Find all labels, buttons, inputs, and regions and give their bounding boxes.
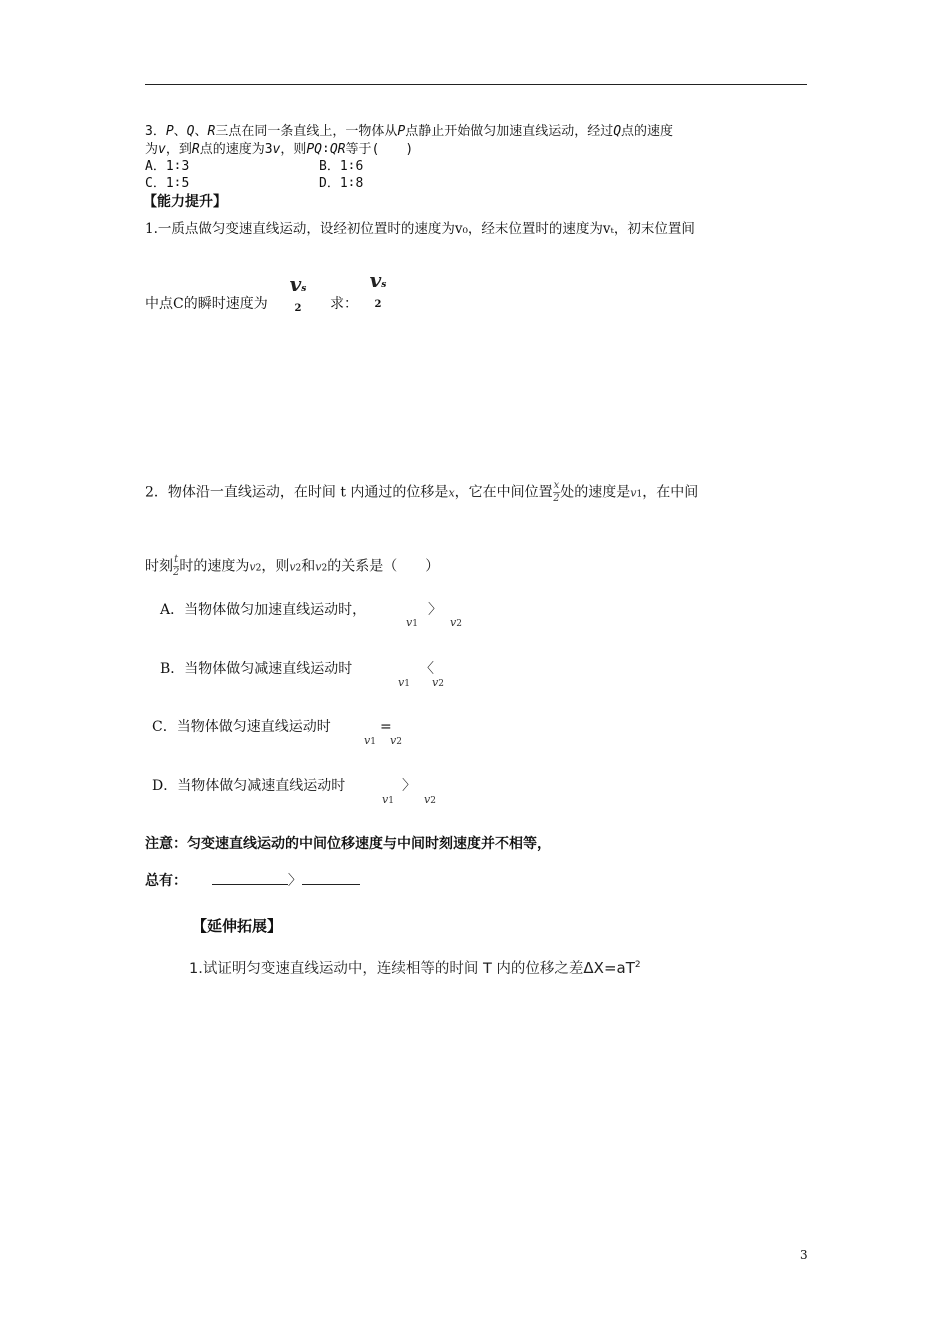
p1-line2: 中点C的瞬时速度为 [145, 296, 268, 312]
p2-option-b-v1: v1 [398, 676, 410, 689]
frac-x-over-2: $\frac{x}{2}$ [553, 480, 560, 504]
p1-ask: 求： [330, 296, 358, 312]
p2-option-c-v1: v1 [364, 734, 376, 747]
p2-option-d-op: 〉 [402, 778, 416, 794]
q3-option-a: A．1∶3 [145, 159, 190, 174]
blank-answer-2[interactable] [302, 870, 360, 885]
p1-vs-symbol-2: vs 2 [369, 268, 387, 310]
page-number: 3 [800, 1248, 808, 1262]
p2-option-b-v2: v2 [432, 676, 444, 689]
p2-option-c-v2: v2 [390, 734, 402, 747]
p1-line1: 1.一质点做匀变速直线运动，设经初位置时的速度为v₀，经末位置时的速度为vₜ，初末位置间 [145, 221, 695, 237]
blank-answer-1[interactable] [212, 870, 288, 885]
q3-line1: 3．P、Q、R三点在同一条直线上，一物体从P点静止开始做匀加速直线运动，经过Q点的速度 [145, 124, 674, 139]
p2-option-d-v2: v2 [424, 793, 436, 806]
p1-vs-symbol-1: vs 2 [289, 272, 307, 314]
header-rule [145, 84, 807, 85]
p2-option-d: D．当物体做匀减速直线运动时 [152, 778, 346, 794]
p2-line1: 2．物体沿一直线运动，在时间 t 内通过的位移是x，它在中间位置 $\frac{x}{2}$ 处的速度是v1，在中间 [145, 480, 699, 504]
section-ability-heading: 【能力提升】 [143, 194, 227, 210]
ext1-line: 1.试证明匀变速直线运动中，连续相等的时间 T 内的位移之差$\Delta X=aT^2$ [189, 958, 641, 977]
p2-line2: 时刻 $\frac{t}{2}$ 时的速度为v2，则v2和v2的关系是（ ） [145, 554, 440, 578]
p2-option-b-op: 〈 [420, 661, 434, 677]
note-total-line: 总有： 〉 [145, 870, 360, 889]
frac-t-over-2: $\frac{t}{2}$ [173, 554, 180, 578]
q3-line2: 为v，到R点的速度为3v，则PQ∶QR等于( ) [145, 142, 414, 157]
q3-option-c: C．1∶5 [145, 176, 190, 191]
q3-option-b: B．1∶6 [319, 159, 364, 174]
p2-option-d-v1: v1 [382, 793, 394, 806]
q3-option-d: D．1∶8 [319, 176, 364, 191]
p2-option-a-v1: v1 [406, 616, 418, 629]
p2-option-c-op: = [380, 719, 392, 735]
note-text: 注意：匀变速直线运动的中间位移速度与中间时刻速度并不相等， [145, 836, 551, 852]
p2-option-c: C．当物体做匀速直线运动时 [152, 719, 331, 735]
section-extend-heading: 【延伸拓展】 [192, 917, 283, 935]
p2-option-a: A．当物体做匀加速直线运动时， [160, 602, 367, 618]
p2-option-a-v2: v2 [450, 616, 462, 629]
p2-option-a-op: 〉 [428, 602, 442, 618]
p2-option-b: B．当物体做匀减速直线运动时 [160, 661, 353, 677]
